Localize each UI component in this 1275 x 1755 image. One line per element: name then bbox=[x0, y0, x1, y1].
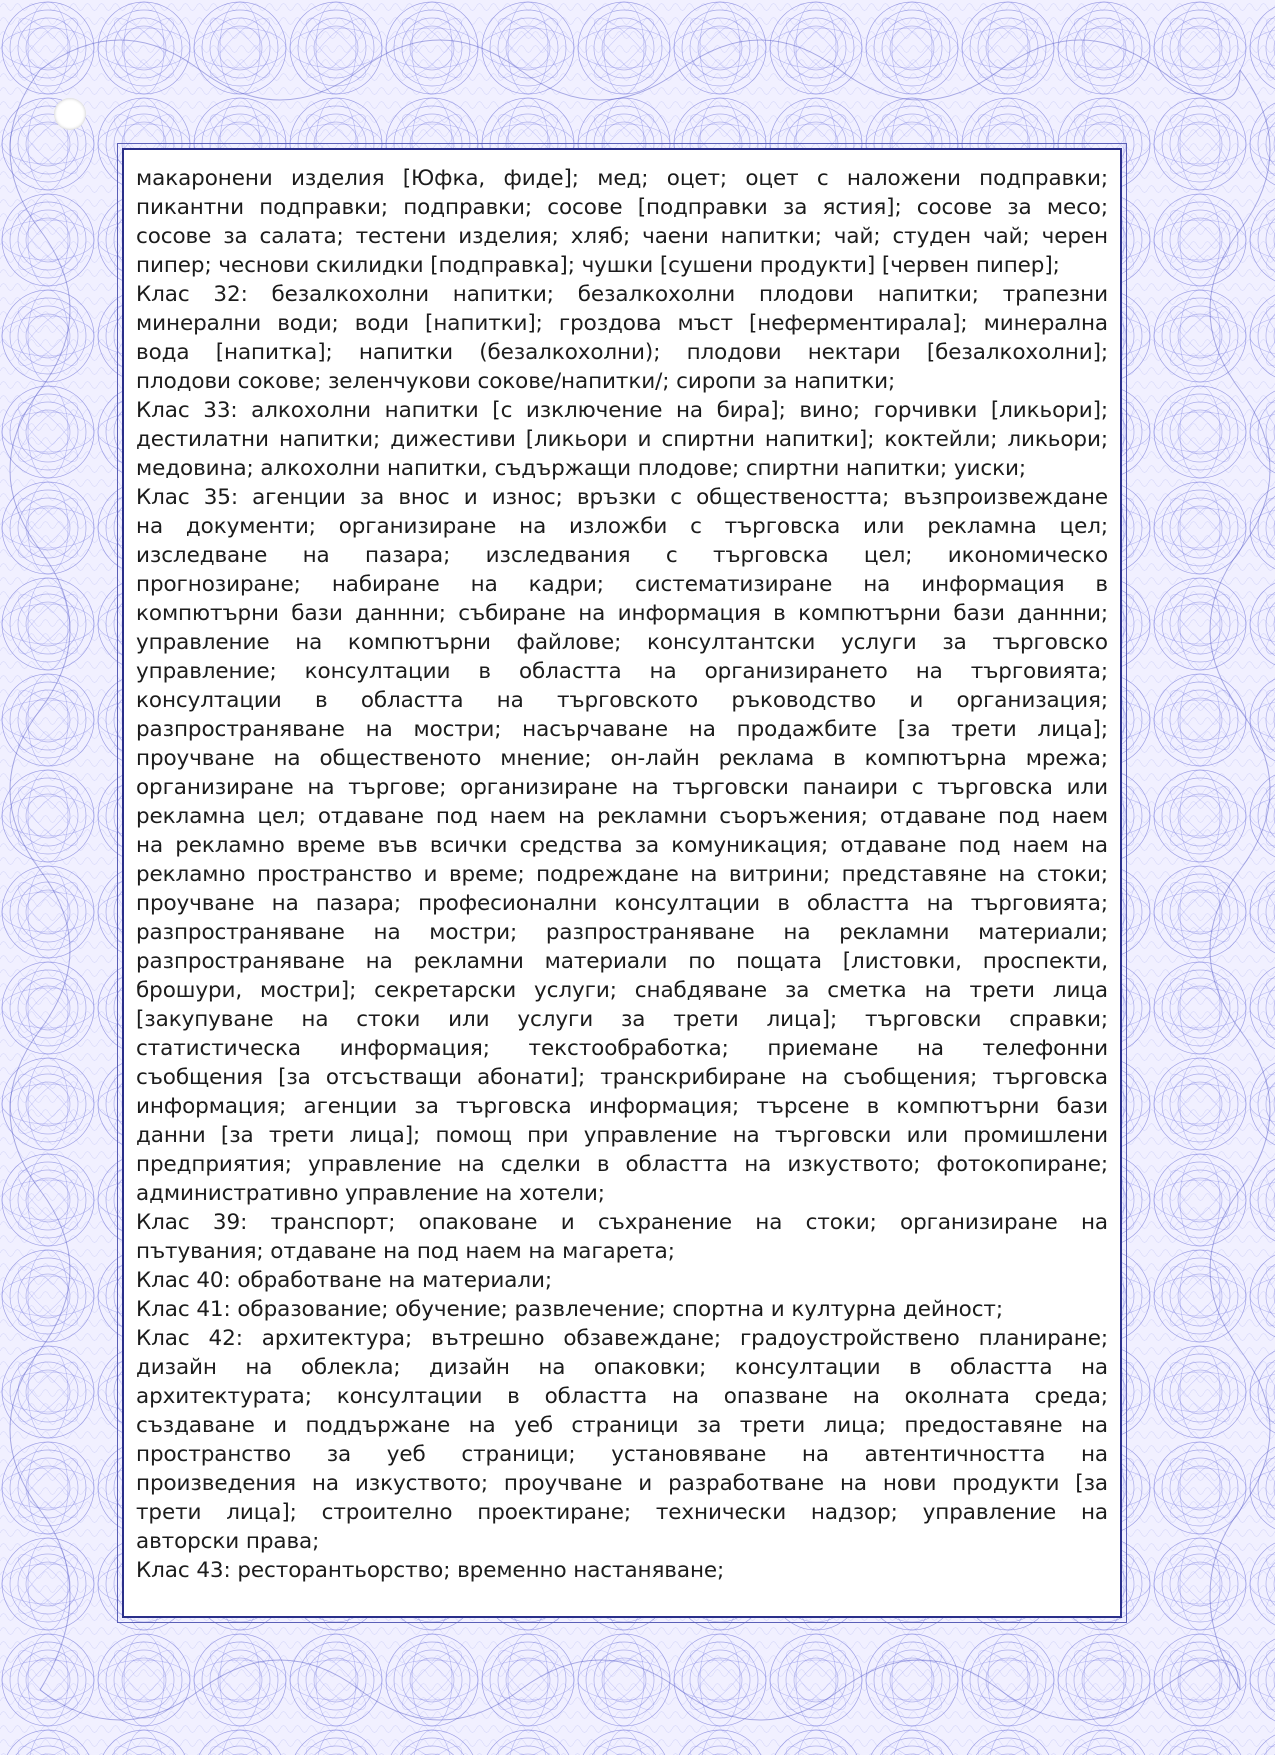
punch-hole bbox=[54, 98, 86, 130]
text-line: административно управление на хотели; bbox=[136, 1181, 605, 1206]
text-line: дестилатни напитки; дижестиви [ликьори и спиртни напитки]; коктейли; ликьори; bbox=[136, 427, 1108, 452]
goods-services-text-panel bbox=[122, 148, 1122, 1618]
text-line: рекламно пространство и време; подреждане на витрини; представяне на стоки; bbox=[136, 862, 1108, 887]
text-line: на документи; организиране на изложби с търговска или рекламна цел; bbox=[136, 514, 1108, 539]
text-line: Клас 42: архитектура; вътрешно обзавеждане; градоустройствено планиране; bbox=[136, 1326, 1108, 1351]
text-line: Клас 39: транспорт; опаковане и съхранение на стоки; организиране на bbox=[136, 1210, 1108, 1235]
text-line: Клас 41: образование; обучение; развлечение; спортна и културна дейност; bbox=[136, 1297, 1003, 1322]
text-line: разпространяване на рекламни материали по пощата [листовки, проспекти, bbox=[136, 949, 1108, 974]
text-line: трети лица]; строително проектиране; технически надзор; управление на bbox=[136, 1500, 1108, 1525]
text-line: създаване и поддържане на уеб страници за трети лица; предоставяне на bbox=[136, 1413, 1108, 1438]
text-line: съобщения [за отсъстващи абонати]; транскрибиране на съобщения; търговска bbox=[136, 1065, 1108, 1090]
text-line: Клас 32: безалкохолни напитки; безалкохолни плодови напитки; трапезни bbox=[136, 282, 1108, 307]
text-line: пикантни подправки; подправки; сосове [подправки за ястия]; сосове за месо; bbox=[136, 195, 1108, 220]
text-line: произведения на изкуството; проучване и разработване на нови продукти [за bbox=[136, 1471, 1108, 1496]
text-line: Клас 35: агенции за внос и износ; връзки с обществеността; възпроизвеждане bbox=[136, 485, 1108, 510]
text-line: вода [напитка]; напитки (безалкохолни); плодови нектари [безалкохолни]; bbox=[136, 340, 1108, 365]
text-line: разпространяване на мостри; разпространяване на рекламни материали; bbox=[136, 920, 1108, 945]
text-line: организиране на търгове; организиране на търговски панаири с търговска или bbox=[136, 775, 1108, 800]
classification-text bbox=[136, 164, 1108, 1585]
text-line: авторски права; bbox=[136, 1529, 320, 1554]
text-line: Клас 40: обработване на материали; bbox=[136, 1268, 552, 1293]
text-line: макаронени изделия [Юфка, фиде]; мед; оцет; оцет с наложени подправки; bbox=[136, 166, 1108, 191]
text-line: данни [за трети лица]; помощ при управление на търговски или промишлени bbox=[136, 1123, 1108, 1148]
text-line: изследване на пазара; изследвания с търговска цел; икономическо bbox=[136, 543, 1108, 568]
text-line: управление на компютърни файлове; консултантски услуги за търговско bbox=[136, 630, 1108, 655]
text-line: статистическа информация; текстообработка; приемане на телефонни bbox=[136, 1036, 1108, 1061]
text-line: информация; агенции за търговска информация; търсене в компютърни бази bbox=[136, 1094, 1108, 1119]
text-line: проучване на пазара; професионални консултации в областта на търговията; bbox=[136, 891, 1108, 916]
text-line: проучване на общественото мнение; он-лайн реклама в компютърна мрежа; bbox=[136, 746, 1108, 771]
text-line: минерални води; води [напитки]; гроздова мъст [неферментирала]; минерална bbox=[136, 311, 1108, 336]
text-line: брошури, мостри]; секретарски услуги; снабдяване за сметка на трети лица bbox=[136, 978, 1108, 1003]
text-line: [закупуване на стоки или услуги за трети лица]; търговски справки; bbox=[136, 1007, 1108, 1032]
text-line: пространство за уеб страници; установяване на автентичността на bbox=[136, 1442, 1108, 1467]
text-line: предприятия; управление на сделки в областта на изкуството; фотокопиране; bbox=[136, 1152, 1108, 1177]
text-line: Клас 43: ресторантьорство; временно настаняване; bbox=[136, 1558, 725, 1583]
text-line: на рекламно време във всички средства за комуникация; отдаване под наем на bbox=[136, 833, 1108, 858]
text-line: плодови сокове; зеленчукови сокове/напитки/; сиропи за напитки; bbox=[136, 369, 896, 394]
text-line: разпространяване на мостри; насърчаване на продажбите [за трети лица]; bbox=[136, 717, 1108, 742]
text-line: управление; консултации в областта на организирането на търговията; bbox=[136, 659, 1108, 684]
text-line: пътувания; отдаване на под наем на магарета; bbox=[136, 1239, 675, 1264]
text-line: рекламна цел; отдаване под наем на рекламни съоръжения; отдаване под наем bbox=[136, 804, 1108, 829]
text-line: компютърни бази даннни; събиране на информация в компютърни бази даннни; bbox=[136, 601, 1108, 626]
text-line: архитектурата; консултации в областта на опазване на околната среда; bbox=[136, 1384, 1108, 1409]
text-line: пипер; чеснови скилидки [подправка]; чушки [сушени продукти] [червен пипер]; bbox=[136, 253, 1060, 278]
text-line: медовина; алкохолни напитки, съдържащи плодове; спиртни напитки; уиски; bbox=[136, 456, 1026, 481]
text-line: сосове за салата; тестени изделия; хляб; чаени напитки; чай; студен чай; черен bbox=[136, 224, 1108, 249]
text-line: дизайн на облекла; дизайн на опаковки; консултации в областта на bbox=[136, 1355, 1108, 1380]
text-line: консултации в областта на търговското ръководство и организация; bbox=[136, 688, 1108, 713]
text-line: прогнозиране; набиране на кадри; систематизиране на информация в bbox=[136, 572, 1108, 597]
text-line: Клас 33: алкохолни напитки [с изключение на бира]; вино; горчивки [ликьори]; bbox=[136, 398, 1108, 423]
